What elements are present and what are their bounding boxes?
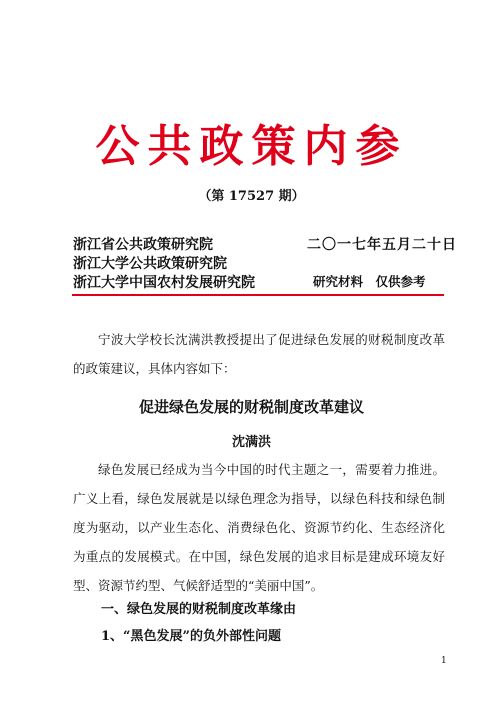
issue-date: 二〇一七年五月二十日 (307, 237, 457, 253)
institution-3: 浙江大学中国农村发展研究院 (73, 275, 255, 291)
intro-paragraph: 宁波大学校长沈满洪教授提出了促进绿色发展的财税制度改革的政策建议，具体内容如下： (73, 332, 445, 376)
masthead-title: 公共政策内参 (95, 121, 408, 172)
header-divider (72, 294, 444, 296)
body-paragraph: 绿色发展已经成为当今中国的时代主题之一，需要着力推进。广义上看，绿色发展就是以绿色理念为指导，以绿色科技和绿色制度为驱动，以产业生态化、消费绿色化、资源节约化、生态经济化为重点的发展模式。在中国，绿色发展的追求目标是建成环境友好型、资源节约型、气候舒适型的“美丽中国”。 (73, 462, 445, 593)
issue-number: （第 17527 期） (198, 189, 305, 204)
article-title: 促进绿色发展的财税制度改革建议 (138, 398, 364, 416)
subsection-heading: 1、“黑色发展”的负外部性问题 (101, 629, 282, 644)
page-number: 1 (441, 656, 447, 666)
section-heading: 一、绿色发展的财税制度改革缘由 (101, 602, 297, 617)
article-author: 沈满洪 (231, 435, 271, 450)
institution-1: 浙江省公共政策研究院 (73, 237, 213, 253)
reference-note: 研究材料 仅供参考 (313, 274, 426, 289)
institution-2: 浙江大学公共政策研究院 (73, 256, 227, 272)
